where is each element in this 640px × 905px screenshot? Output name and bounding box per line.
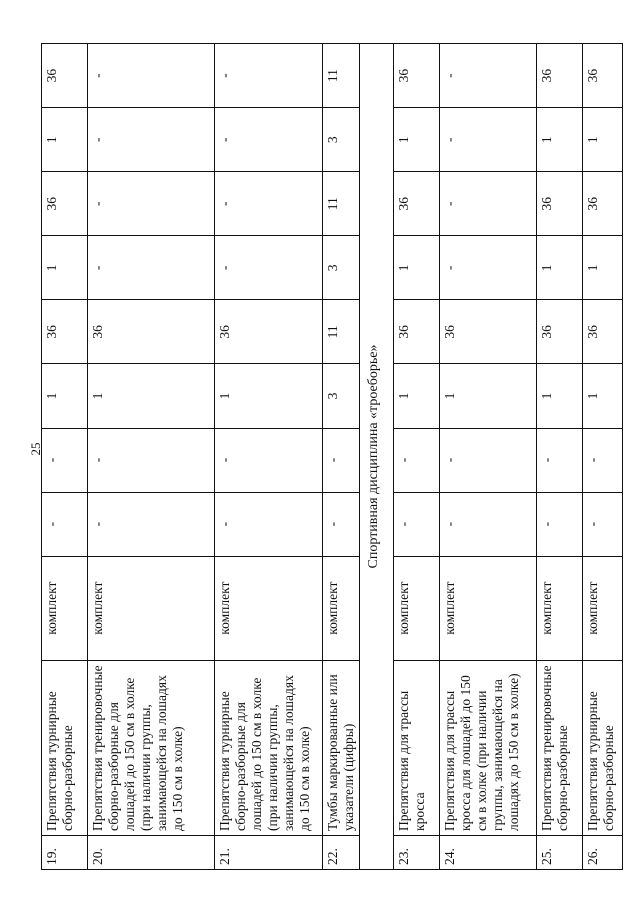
unit-cell: комплект	[215, 556, 323, 660]
page-number: 25	[28, 442, 43, 456]
value-cell: 36	[537, 172, 583, 236]
value-cell: -	[215, 172, 323, 236]
value-cell: -	[440, 236, 537, 300]
row-number: 21.	[215, 835, 323, 869]
table-body-lower	[394, 44, 623, 870]
row-number: 22.	[323, 835, 360, 869]
value-cell: 3	[323, 364, 360, 428]
value-cell: 1	[215, 364, 323, 428]
unit-cell: комплект	[537, 556, 583, 660]
value-cell: 36	[394, 44, 440, 108]
table-row	[583, 44, 623, 870]
value-cell: 36	[537, 300, 583, 364]
value-cell: 36	[88, 300, 215, 364]
value-cell: 1	[88, 364, 215, 428]
value-cell: -	[42, 428, 88, 492]
unit-cell: комплект	[88, 556, 215, 660]
value-cell: -	[323, 428, 360, 492]
value-cell: -	[215, 108, 323, 172]
value-cell: -	[88, 492, 215, 556]
value-cell: -	[215, 44, 323, 108]
unit-cell: комплект	[583, 556, 623, 660]
value-cell: -	[88, 108, 215, 172]
value-cell: 1	[537, 236, 583, 300]
value-cell: 36	[394, 300, 440, 364]
value-cell: -	[394, 428, 440, 492]
value-cell: 36	[583, 44, 623, 108]
table-row	[440, 44, 537, 870]
value-cell: -	[215, 236, 323, 300]
item-name: Тумбы маркированные или указатели (цифры)	[323, 660, 360, 835]
value-cell: -	[42, 492, 88, 556]
table-row	[394, 44, 440, 870]
unit-cell: комплект	[323, 556, 360, 660]
row-number: 24.	[440, 835, 537, 869]
item-name: Препятствия тренировочные сборно-разборные	[537, 660, 583, 835]
item-name: Препятствия турнирные сборно-разборные	[42, 660, 88, 835]
item-name: Препятствия для трассы кросса для лошадей до 150 см в холке (при наличии группы, занимающейся на лошадях до 150 см в холке)	[440, 660, 537, 835]
value-cell: 1	[537, 108, 583, 172]
value-cell: -	[215, 428, 323, 492]
value-cell: -	[440, 428, 537, 492]
value-cell: 11	[323, 300, 360, 364]
value-cell: -	[88, 428, 215, 492]
value-cell: 1	[583, 364, 623, 428]
value-cell: 1	[42, 108, 88, 172]
value-cell: -	[537, 492, 583, 556]
table-body-upper	[42, 44, 360, 870]
row-number: 26.	[583, 835, 623, 869]
rotated-table-wrapper	[41, 43, 616, 870]
section-header-body	[360, 44, 394, 870]
value-cell: 1	[440, 364, 537, 428]
value-cell: -	[440, 108, 537, 172]
table-row	[88, 44, 215, 870]
value-cell: 1	[583, 108, 623, 172]
value-cell: 36	[394, 172, 440, 236]
value-cell: 1	[394, 108, 440, 172]
value-cell: 3	[323, 108, 360, 172]
value-cell: -	[394, 492, 440, 556]
value-cell: -	[215, 492, 323, 556]
value-cell: 1	[394, 236, 440, 300]
value-cell: 36	[583, 300, 623, 364]
value-cell: 36	[42, 172, 88, 236]
value-cell: -	[537, 428, 583, 492]
value-cell: -	[323, 492, 360, 556]
table-row	[215, 44, 323, 870]
item-name: Препятствия тренировочные сборно-разборные для лошадей до 150 см в холке (при наличии группы, занимающейся на лошадях до 150 см в холке)	[88, 660, 215, 835]
value-cell: 36	[42, 300, 88, 364]
row-number: 25.	[537, 835, 583, 869]
table-row	[42, 44, 88, 870]
item-name: Препятствия турнирные сборно-разборные для лошадей до 150 см в холке (при наличии группы, занимающейся на лошадях до 150 см в холке)	[215, 660, 323, 835]
row-number: 20.	[88, 835, 215, 869]
unit-cell: комплект	[42, 556, 88, 660]
value-cell: 1	[42, 236, 88, 300]
value-cell: -	[583, 492, 623, 556]
row-number: 23.	[394, 835, 440, 869]
value-cell: 36	[42, 44, 88, 108]
value-cell: -	[440, 44, 537, 108]
value-cell: 1	[583, 236, 623, 300]
equipment-table	[41, 43, 623, 870]
value-cell: 36	[215, 300, 323, 364]
value-cell: 11	[323, 44, 360, 108]
table-row	[323, 44, 360, 870]
row-number: 19.	[42, 835, 88, 869]
value-cell: 36	[440, 300, 537, 364]
table-row	[537, 44, 583, 870]
unit-cell: комплект	[394, 556, 440, 660]
section-title: Спортивная дисциплина «троеборье»	[360, 44, 394, 870]
unit-cell: комплект	[440, 556, 537, 660]
value-cell: -	[88, 172, 215, 236]
value-cell: -	[583, 428, 623, 492]
value-cell: -	[88, 236, 215, 300]
value-cell: 3	[323, 236, 360, 300]
value-cell: -	[440, 172, 537, 236]
value-cell: 1	[394, 364, 440, 428]
value-cell: 11	[323, 172, 360, 236]
value-cell: 1	[537, 364, 583, 428]
item-name: Препятствия для трассы кросса	[394, 660, 440, 835]
value-cell: 1	[42, 364, 88, 428]
value-cell: 36	[583, 172, 623, 236]
value-cell: -	[88, 44, 215, 108]
value-cell: 36	[537, 44, 583, 108]
item-name: Препятствия турнирные сборно-разборные	[583, 660, 623, 835]
value-cell: -	[440, 492, 537, 556]
section-row	[360, 44, 394, 870]
